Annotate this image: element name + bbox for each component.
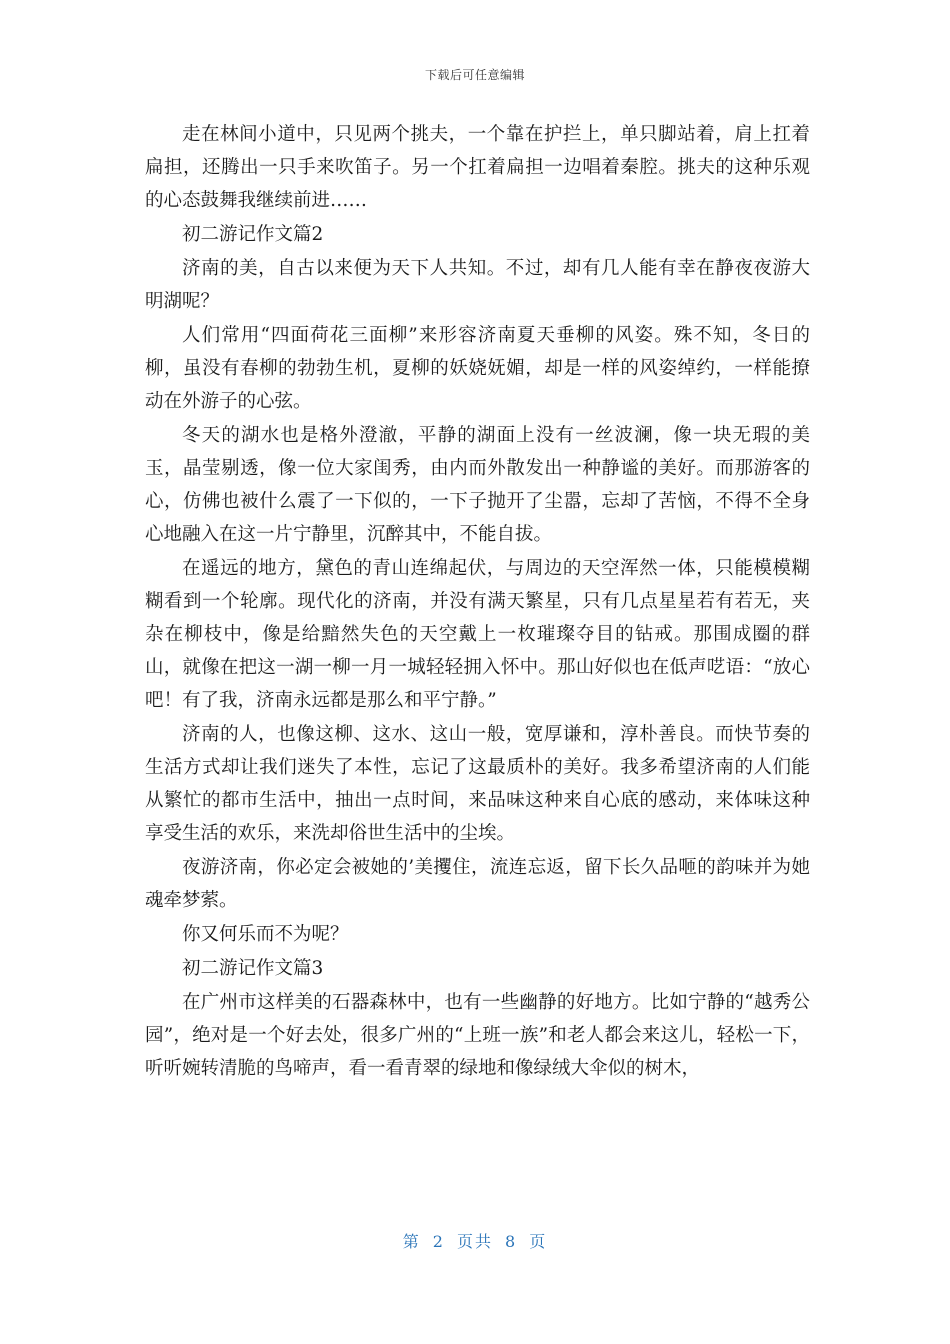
paragraph: 济南的人，也像这柳、这水、这山一般，宽厚谦和，淳朴善良。而快节奏的生活方式却让我们迷失了本性，忘记了这最质朴的美好。我多希望济南的人们能从繁忙的都市生活中，抽出一点时间，来品味这种来自心底的感动，来体味这种享受生活的欢乐，来洗却俗世生活中的尘埃。 bbox=[145, 724, 810, 844]
footer-prefix: 第 bbox=[402, 1232, 421, 1251]
paragraph: 济南的美，自古以来便为天下人共知。不过，却有几人能有幸在静夜夜游大明湖呢？ bbox=[145, 258, 810, 312]
page-header: 下载后可任意编辑 bbox=[424, 68, 525, 82]
paragraph: 夜游济南，你必定会被她的’美攫住，流连忘返，留下长久品咂的韵味并为她魂牵梦萦。 bbox=[145, 857, 810, 911]
footer-suffix: 页 bbox=[529, 1232, 548, 1251]
current-page-number: 2 bbox=[432, 1232, 445, 1251]
paragraph: 在广州市这样美的石器森林中，也有一些幽静的好地方。比如宁静的“越秀公园”，绝对是一个好去处，很多广州的“上班一族”和老人都会来这儿，轻松一下，听听婉转清脆的鸟啼声，看一看青翠的绿地和像绿绒大伞似的树木， bbox=[145, 992, 810, 1079]
paragraph: 走在林间小道中，只见两个挑夫，一个靠在护拦上，单只脚站着，肩上扛着扁担，还腾出一只手来吹笛子。另一个扛着扁担一边唱着秦腔。挑夫的这种乐观的心态鼓舞我继续前进…… bbox=[145, 124, 810, 211]
paragraph: 人们常用“四面荷花三面柳”来形容济南夏天垂柳的风姿。殊不知，冬日的柳，虽没有春柳的勃勃生机，夏柳的妖娆妩媚，却是一样的风姿绰约，一样能撩动在外游子的心弦。 bbox=[145, 325, 810, 412]
total-pages-number: 8 bbox=[505, 1232, 518, 1251]
paragraph: 冬天的湖水也是格外澄澈，平静的湖面上没有一丝波澜，像一块无瑕的美玉，晶莹剔透，像一位大家闺秀，由内而外散发出一种静谧的美好。而那游客的心，仿佛也被什么震了一下似的，一下子抛开了尘嚣，忘却了苦恼，不得不全身心地融入在这一片宁静里，沉醉其中，不能自拔。 bbox=[145, 425, 810, 545]
page-footer bbox=[0, 1229, 950, 1252]
document-body bbox=[145, 118, 810, 1086]
section-heading: 初二游记作文篇3 bbox=[182, 958, 324, 979]
paragraph: 在遥远的地方，黛色的青山连绵起伏，与周边的天空浑然一体，只能模模糊糊看到一个轮廓。现代化的济南，并没有满天繁星，只有几点星星若有若无，夹杂在柳枝中，像是给黯然失色的天空戴上一枚璀璨夺目的钻戒。那围成圈的群山，就像在把这一湖一柳一月一城轻轻拥入怀中。那山好似也在低声呓语：“放心吧！有了我，济南永远都是那么和平宁静。” bbox=[145, 558, 810, 711]
paragraph: 你又何乐而不为呢？ bbox=[182, 924, 349, 945]
section-heading: 初二游记作文篇2 bbox=[182, 224, 324, 245]
footer-middle: 页共 bbox=[456, 1232, 493, 1251]
